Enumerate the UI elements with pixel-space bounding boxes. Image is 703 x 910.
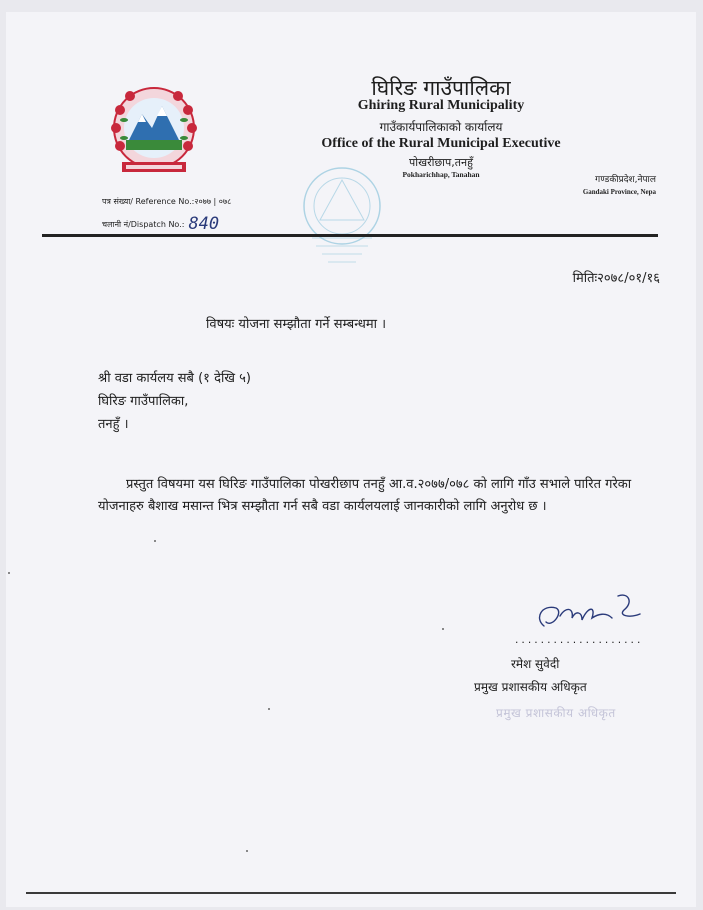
address-en: Pokharichhap, Tanahan xyxy=(402,170,480,179)
reference-line xyxy=(102,196,231,207)
office-name-ne: गाउँकार्यपालिकाको कार्यालय xyxy=(379,120,503,134)
letter-page xyxy=(6,12,696,907)
province-ne: गण्डकीप्रदेश,नेपाल xyxy=(595,175,656,185)
dispatch-label: चलानी नं/Dispatch No.: xyxy=(102,220,185,229)
office-name-en: Office of the Rural Municipal Executive xyxy=(321,136,561,151)
scan-speck xyxy=(442,628,444,630)
dispatch-value: 840 xyxy=(188,214,220,234)
letter-subject: विषयः योजना सम्झौता गर्ने सम्बन्धमा । xyxy=(206,317,387,332)
footer-divider xyxy=(26,892,676,894)
letter-date: मितिः२०७८/०१/१६ xyxy=(572,271,660,286)
scan-speck xyxy=(8,572,10,574)
municipality-name-ne: घिरिङ गाउँपालिका xyxy=(371,76,511,100)
addressee-line-3: तनहुँ । xyxy=(98,417,129,432)
header-divider xyxy=(42,234,658,237)
dispatch-line xyxy=(102,212,219,232)
addressee-line-1: श्री वडा कार्यलय सबै (१ देखि ५) xyxy=(98,371,251,386)
scan-speck xyxy=(154,540,156,542)
designation-stamp: प्रमुख प्रशासकीय अधिकृत xyxy=(496,706,616,720)
signature-dots: .................... xyxy=(514,636,643,646)
scan-speck xyxy=(246,850,248,852)
signature-icon xyxy=(526,588,646,636)
signatory-name: रमेश सुवेदी xyxy=(511,657,560,671)
signatory-designation: प्रमुख प्रशासकीय अधिकृत xyxy=(474,680,587,694)
municipality-name-en: Ghiring Rural Municipality xyxy=(357,98,525,113)
addressee-line-2: घिरिङ गाउँपालिका, xyxy=(98,394,189,409)
reference-value: २०७७ | ०७८ xyxy=(194,197,232,206)
address-ne: पोखरीछाप,तनहुँ xyxy=(409,156,473,169)
scan-speck xyxy=(268,708,270,710)
reference-label: पत्र संख्या/ Reference No.: xyxy=(102,197,195,206)
letter-body: प्रस्तुत विषयमा यस घिरिङ गाउँपालिका पोखरीछाप तनहुँ आ.व.२०७७/०७८ को लागि गाँउ सभाले पारित गरेका योजनाहरु बैशाख मसान्त भित्र सम्झौता गर्न सबै वडा कार्यलयलाई जानकारीको लागि अनुरोध छ । xyxy=(98,477,632,514)
province-en: Gandaki Province, Nepa xyxy=(582,188,656,196)
